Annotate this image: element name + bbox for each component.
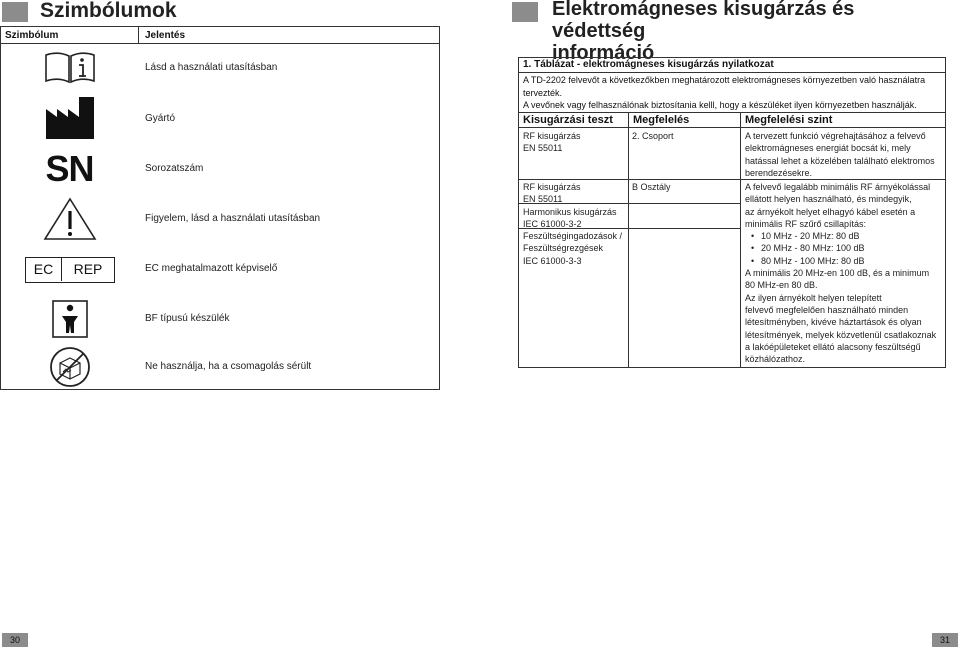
left-page-header <box>0 0 440 26</box>
level-line: A tervezett funkció végrehajtásához a felvevő <box>745 131 926 141</box>
symbol-desc: BF típusú készülék <box>145 313 230 324</box>
bf-type-icon <box>1 295 138 343</box>
col-header-symbol: Szimbólum <box>5 30 59 41</box>
rep-label: REP <box>73 261 103 277</box>
serial-number-icon <box>1 145 138 193</box>
level-line: létesítményben, kivéve háztartások és olyan <box>745 317 922 328</box>
declaration-line: A TD-2202 felvevőt a következőkben meghatározott elektromágneses környezetben való használatra <box>523 75 926 85</box>
test-standard: EN 55011 <box>523 194 563 205</box>
level-line: 80 MHz-en 80 dB. <box>745 280 818 291</box>
emission-declaration-table <box>518 57 946 368</box>
test-cell <box>523 181 581 206</box>
ec-rep-icon <box>25 257 115 283</box>
level-line: elektromágneses energiát bocsát ki, mely <box>745 143 911 154</box>
level-line: ellátott helyen használható, és mindegyik, <box>745 194 912 205</box>
level-line: az árnyékolt helyet elhagyó kábel esetén a <box>745 206 916 217</box>
attenuation-item: • 80 MHz - 100 MHz: 80 dB <box>745 255 943 267</box>
symbol-desc: Gyártó <box>145 113 176 124</box>
level-line: felvevő megfelelően használható minden <box>745 304 909 315</box>
level-line: minimális RF szűrő csillapítás: <box>745 218 867 229</box>
compliance-cell: 2. Csoport <box>632 131 674 141</box>
symbol-row <box>1 145 439 193</box>
page-title-emc <box>552 0 952 64</box>
symbol-row <box>1 295 439 343</box>
symbol-desc: EC meghatalmazott képviselő <box>145 263 278 274</box>
level-cell <box>745 130 943 179</box>
declaration-text <box>519 73 945 113</box>
test-name: RF kisugárzás <box>523 182 581 192</box>
level-line: hatással lehet a közelében található elektromos <box>745 155 935 166</box>
symbol-desc: Lásd a használati utasításban <box>145 62 278 73</box>
symbol-desc: Ne használja, ha a csomagolás sérült <box>145 361 312 372</box>
symbol-row <box>1 93 439 143</box>
test-cell <box>523 230 622 267</box>
test-cell <box>523 130 581 155</box>
header-marker <box>2 2 28 22</box>
symbol-desc: Figyelem, lásd a használati utasításban <box>145 213 321 224</box>
table-title: 1. Táblázat - elektromágneses kisugárzás nyilatkozat <box>519 58 945 73</box>
symbol-row <box>1 343 439 391</box>
test-cell <box>523 206 617 231</box>
title-line-2: információ <box>552 42 655 64</box>
test-standard: EN 55011 <box>523 143 563 154</box>
compliance-cell: B Osztály <box>632 182 671 192</box>
right-page-header <box>510 0 960 64</box>
declaration-line: A vevőnek vagy felhasználónak biztosítania kelll, hogy a készüléket ilyen környezetben használják. <box>523 100 917 110</box>
test-standard: IEC 61000-3-3 <box>523 255 582 266</box>
level-line: A minimális 20 MHz-en 100 dB, és a minimum <box>745 268 930 279</box>
attenuation-item: • 10 MHz - 20 MHz: 80 dB <box>745 230 943 242</box>
attenuation-list <box>745 230 943 267</box>
instructions-book-icon <box>1 47 138 87</box>
level-line: a lakóépületeket ellátó alacsony feszültségű <box>745 341 921 352</box>
level-line: A felvevő legalább minimális RF árnyékolással <box>745 182 931 192</box>
ec-label: EC <box>26 258 62 281</box>
symbol-desc: Sorozatszám <box>145 163 204 174</box>
level-line: berendezésekre. <box>745 167 813 178</box>
title-line-1: Elektromágneses kisugárzás és védettség <box>552 0 855 42</box>
attenuation-item: • 20 MHz - 80 MHz: 100 dB <box>745 242 943 254</box>
level-line: közhálózathoz. <box>745 354 806 365</box>
col-header-test: Kisugárzási teszt <box>523 114 613 126</box>
symbol-row <box>1 47 439 87</box>
damaged-package-icon <box>1 343 138 391</box>
level-line: Az ilyen árnyékolt helyen telepített <box>745 292 882 303</box>
page-number-left: 30 <box>2 633 28 647</box>
level-cell <box>745 181 943 365</box>
declaration-line: tervezték. <box>523 87 563 98</box>
test-name: Feszültségrezgések <box>523 243 604 254</box>
test-name: Harmonikus kisugárzás <box>523 207 617 217</box>
page-title-symbols: Szimbólumok <box>40 0 177 22</box>
page-number-right: 31 <box>932 633 958 647</box>
emission-table-header <box>519 113 945 128</box>
level-line: létesítmények, melyek közvetlenül csatlakoznak <box>745 329 937 340</box>
symbols-table <box>0 26 440 390</box>
symbol-row <box>1 195 439 243</box>
symbols-table-header <box>1 27 439 44</box>
test-standard: IEC 61000-3-2 <box>523 219 582 230</box>
test-name: Feszültségingadozások / <box>523 231 623 241</box>
test-name: RF kisugárzás <box>523 131 581 141</box>
manufacturer-icon <box>1 93 138 143</box>
warning-triangle-icon <box>1 195 138 243</box>
col-header-level: Megfelelési szint <box>745 114 833 126</box>
col-header-compliance: Megfelelés <box>633 114 690 126</box>
sn-symbol-text: SN <box>45 148 94 189</box>
symbol-row <box>1 245 439 293</box>
col-header-meaning: Jelentés <box>145 30 186 41</box>
header-marker <box>512 2 538 22</box>
